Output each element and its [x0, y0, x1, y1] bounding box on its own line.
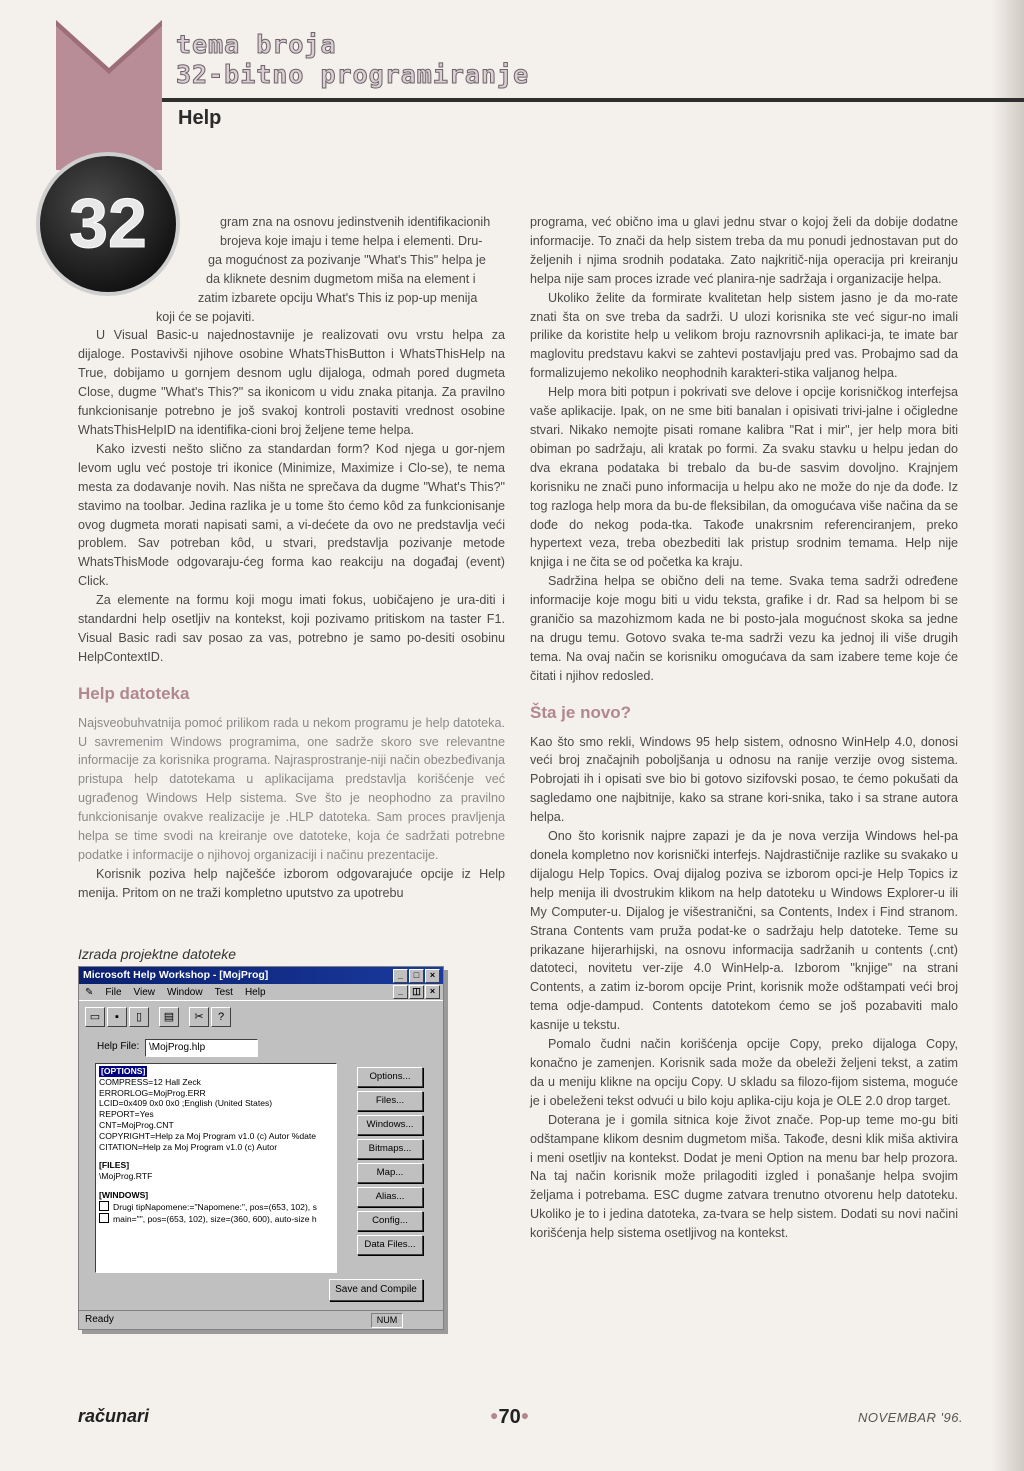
- body-paragraph: Kako izvesti nešto slično za standardan form? Kod njega u gor-njem levom uglu već postoje tri ikonice (Minimize, Maximize i Clo-se), te nema mesta za dodavanje novih. Nas ništa ne sprečava da dugme "What's This?" stavimo na toolbar. Jedina razlika je u tome što ćemo kôd za funkcionisanje ovog dugmeta morati napisati sami, a vi-dećete da ovo ne predstavlja veći problem. Sav potreban kôd, u stvari, predstavlja pozivanje metode WhatsThisMode odgovaraju-ćeg forma kao reakciju na događaj (event) Click.: [78, 441, 505, 589]
- kicker-topic: tema broja: [176, 30, 337, 59]
- child-restore-icon[interactable]: ◫: [409, 985, 424, 999]
- editor-line: LCID=0x409 0x0 0x0 ;English (United States): [99, 1098, 273, 1109]
- child-minimize-icon[interactable]: _: [393, 985, 408, 999]
- body-paragraph: Help mora biti potpun i pokrivati sve delove i opcije korisničkog interfejsa vaše aplikacije. Ipak, on ne sme biti banalan i opisivati trivi-jalne i očigledne stvari. Nikako nemojte pisati romane kalibra "Rat i mir", jer help mora biti obiman po sadržaju, ali kratak po formi. Za svaku stavku u helpu jedan do dva ekrana podataka bi trebalo da bu-de sasvim dovoljno. Krajnjem korisniku ne znači puno informacija u helpu ako ne može do nje da dođe. Iz tog razloga help mora da bu-de fleksibilan, da omogućava više načina da se dođe do nekog poda-tka. Takođe unakrsnim referenciranjem, preko hypertext veza, treba obezbediti lak pristup srodnim temama. Help nije knjiga i ne čita se od početka ka kraju.: [530, 385, 958, 570]
- right-column: [530, 213, 958, 1243]
- save-icon[interactable]: ▪: [107, 1007, 127, 1027]
- print-icon[interactable]: ▤: [159, 1007, 179, 1027]
- delete-icon[interactable]: ▯: [129, 1007, 149, 1027]
- child-close-icon[interactable]: ×: [425, 985, 440, 999]
- minimize-icon[interactable]: _: [393, 969, 408, 983]
- editor-line: COPYRIGHT=Help za Moj Program v1.0 (c) Autor %date: [99, 1130, 317, 1141]
- wrap-line: zatim izbarete opciju What's This iz pop-up menija: [198, 290, 478, 305]
- body-paragraph: Doterana je i gomila sitnica koje život znače. Pop-up teme mo-gu biti odštampane klikom desnim dugmetom miša. Takođe, desni klik miša aktivira i meni osetljiv na kontekst. Dodat je meni Option na menu bar help prozora. Na taj način korisnik može prilagoditi izgled i ponašanje helpa svojim željama i potrebama. ESC dugme zatvara trenutno otvorenu help datoteku. Ukoliko je to i jedina datoteka, za-tvara se help sistem. Dodati su novi načini korišćenja help sistema osetljivog na kontekst.: [530, 1112, 958, 1241]
- body-paragraph: Za elemente na formu koji mogu imati fokus, uobičajeno je ura-diti i standardni help osetljiv na kontekst, koji pozivamo pritiskom na taster F1. Visual Basic radi sav posao za vas, potrebno je samo po-desiti osobinu HelpContextID.: [78, 593, 505, 664]
- menu-view[interactable]: View: [133, 986, 156, 998]
- project-editor[interactable]: [95, 1063, 337, 1273]
- windows-header: [WINDOWS]: [99, 1189, 149, 1200]
- figure-caption: Izrada projektne datoteke: [78, 946, 236, 962]
- options-button[interactable]: Options...: [357, 1067, 423, 1087]
- editor-line: ERRORLOG=MojProg.ERR: [99, 1087, 206, 1098]
- alias-button[interactable]: Alias...: [357, 1187, 423, 1207]
- editor-line: COMPRESS=12 Hall Zeck: [99, 1076, 201, 1087]
- page-number-value: 70: [498, 1406, 521, 1428]
- page-edge-shadow: [990, 0, 1024, 1471]
- editor-line: main="", pos=(653, 102), size=(360, 600), auto-size h: [113, 1213, 317, 1224]
- issue-date: NOVEMBAR '96.: [858, 1410, 964, 1425]
- page-number: [490, 1406, 529, 1429]
- body-paragraph: Korisnik poziva help najčešće izborom odgovarajuće opcije iz Help menija. Pritom on ne traži kompletno uputstvo za upotrebu: [78, 866, 505, 900]
- editor-line: REPORT=Yes: [99, 1109, 154, 1120]
- help-file-field[interactable]: \MojProg.hlp: [145, 1039, 258, 1057]
- help-icon[interactable]: ?: [211, 1007, 231, 1027]
- wrap-line: da kliknete desnim dugmetom miša na element i: [206, 271, 476, 286]
- section-chevron-graphic: [56, 20, 162, 170]
- body-paragraph: Ono što korisnik najpre zapazi je da je nova verzija Windows hel-pa donela kompletno nov korisnički interfejs. Najdrastičnije razlike su svakako u dijalogu Help Topics. Ovaj dijalog poziva se izborom opci-je Help Topics iz help menija ili dvostrukim klikom na help datoteku u Windows Explorer-u ili My Computer-u. Dijalog je višestranični, sa Contents, Index i Find stranom. Strana Contents vam pruža podat-ke o sadržaju help datoteke. Teme su prikazane hijerarhijski, na osnovu informacija sadržanih u contents (.cnt) datoteci, novitetu ver-zije 4.0 WinHelp-a. Izborom "knjige" na strani Contents, a zatim iz-borom opcije Print, korisnik može odštampati veći broj tema odje-dampud. Contents datotekom ćemo se još pozabaviti malo kasnije u tekstu.: [530, 829, 958, 1033]
- checkbox-icon[interactable]: [99, 1213, 109, 1223]
- maximize-icon[interactable]: □: [409, 969, 424, 983]
- toolbar: [79, 1000, 443, 1033]
- help-file-label: Help File:: [97, 1041, 140, 1052]
- files-header: [FILES]: [99, 1160, 130, 1171]
- body-paragraph: Kao što smo rekli, Windows 95 help sistem, odnosno WinHelp 4.0, donosi veći broj značajnih poboljšanja u odnosu na ranije verzije ovog sistema. Pobrojati ih i opisati sve bio bi gotovo sizifovski posao, te ćemo pokušati da sagledamo one najbitnije, kako sa strane kori-snika, tako i sa strane autora helpa.: [530, 734, 958, 825]
- body-paragraph: programa, već obično ima u glavi jednu stvar o kojoj želi da dobije dodatne informacije. To znači da help sistem treba da mu ponudi jednostavan put do željenih i njima srodnih podataka. Zato najkritič-nija operacija pri kreiranju helpa nije sam proces izrade već planira-nje sadržaja i organizacije helpa.: [530, 215, 958, 286]
- wrap-line: gram zna na osnovu jedinstvenih identifikacionih: [220, 215, 491, 229]
- editor-line: CITATION=Help za Moj Program v1.0 (c) Autor: [99, 1141, 278, 1152]
- section-title: Help: [178, 107, 222, 129]
- wrap-line: koji će se pojaviti.: [156, 309, 255, 324]
- open-icon[interactable]: ▭: [85, 1007, 105, 1027]
- body-paragraph: Ukoliko želite da formirate kvalitetan help sistem jasno je da mo-rate znati šta on sve treba da sadrži. U ulozi korisnika ste već sigur-no imali prilike da koristite help u velikom broju raznovrsnih aplikaci-ja, te imate bar maglovitu predstavu kakvi se zahtevi postavljaju pred vas. Probajmo sad da formalizujemo nekoliko neophodnih karakteri-stika valjanog helpa.: [530, 290, 958, 381]
- kicker-subtopic: 32-bitno programiranje: [176, 60, 530, 89]
- editor-line: CNT=MojProg.CNT: [99, 1119, 174, 1130]
- data-files-button[interactable]: Data Files...: [357, 1235, 423, 1255]
- wrap-line: ga mogućnost za pozivanje "What's This" helpa je: [208, 252, 486, 267]
- close-icon[interactable]: ×: [425, 969, 440, 983]
- bitmaps-button[interactable]: Bitmaps...: [357, 1139, 423, 1159]
- body-paragraph: Pomalo čudni način korišćenja opcije Copy, preko dijaloga Copy, konačno je zamenjen. Korisnik sada može da obeleži željeni tekst, a zatim da u meniju klikne na opciju Copy. U skladu sa filozo-fijom sistema, moguće je i obeleženi tekst odvući u bilo koju aplika-ciju koja je OLE 2.0 drop target.: [530, 1037, 958, 1108]
- body-paragraph: Sadržina helpa se obično deli na teme. Svaka tema sadrži određene informacije koje mogu biti u vidu teksta, grafike i dr. Rad sa helpom bi se graničio sa mazohizmom kada ne bi posto-jala mogućnost skoka sa jedne na drugu temu. Gotovo svaka te-ma sadrži vezu ka jednoj ili više drugih tema. Na ovaj način se korisniku omogućava da sam izabere teme koje će čitati i njihov redosled.: [530, 574, 958, 683]
- menu-file[interactable]: File: [105, 986, 122, 998]
- menu-help[interactable]: Help: [244, 986, 266, 998]
- status-text: Ready: [85, 1314, 114, 1325]
- window-titlebar: [79, 967, 443, 984]
- config-button[interactable]: Config...: [357, 1211, 423, 1231]
- options-header: [OPTIONS]: [101, 1066, 146, 1076]
- magazine-name: računari: [78, 1406, 150, 1426]
- help-workshop-window: [78, 966, 444, 1330]
- compile-icon[interactable]: ✂: [189, 1007, 209, 1027]
- menu-bar: [79, 984, 443, 1000]
- subheading-help-files: Help datoteka: [78, 683, 190, 703]
- num-lock-indicator: NUM: [371, 1313, 403, 1328]
- app-icon: ✎: [85, 986, 94, 998]
- subheading-whats-new: Šta je novo?: [530, 702, 632, 722]
- window-title: Microsoft Help Workshop - [MojProg]: [83, 969, 269, 981]
- left-column-wrap: [78, 213, 505, 903]
- badge-number: 32: [69, 184, 147, 262]
- menu-window[interactable]: Window: [167, 986, 203, 998]
- bullet-icon: ●: [520, 1407, 530, 1423]
- checkbox-icon[interactable]: [99, 1201, 109, 1211]
- body-paragraph: U Visual Basic-u najednostavnije je realizovati ovu vrstu helpa za dijaloge. Postavivši njihove osobine WhatsThisButton i WhatsThisHelp na True, dobijamo u gornjem desnom uglu dijaloga, odmah pored dugmeta Close, dugme "What's This?" sa ikonicom u vidu znaka pitanja. Za pravilno funkcionisanje potrebno je još svakoj kontroli postaviti vrednost osobine WhatsThisHelpID na identifika-cioni broj željene teme helpa.: [78, 328, 505, 437]
- menu-test[interactable]: Test: [214, 986, 233, 998]
- windows-button[interactable]: Windows...: [357, 1115, 423, 1135]
- wrap-line: brojeva koje imaju i teme helpa i elementi. Dru-: [220, 233, 483, 248]
- bullet-icon: ●: [490, 1407, 499, 1423]
- status-bar: [79, 1310, 443, 1329]
- editor-line: \MojProg.RTF: [99, 1171, 153, 1182]
- editor-line: Drugi tipNapomene:="Napomene:", pos=(653, 102), s: [113, 1201, 317, 1212]
- files-button[interactable]: Files...: [357, 1091, 423, 1111]
- body-paragraph: Najsveobuhvatnija pomoć prilikom rada u nekom programu je help datoteka. U savremenim Windows programima, one sadrže skoro sve relevantne informacije za korisnika programa. Najrasprostranje-niji način obezbeđivanja pristupa help datotekama u aplikacijama predstavlja korišćenje već ugrađenog Windows Help sistema. Sve što je neophodno za pravilno funkcionisanje ovakve realizacije je .HLP datoteka. Sam proces pravljenja helpa se time svodi na kreiranje ove datoteke, koja će sadržati potrebne podatke i informacije o njihovoj organizaciji i načinu prezentacije.: [78, 715, 505, 862]
- header-rule: [162, 98, 1024, 102]
- map-button[interactable]: Map...: [357, 1163, 423, 1183]
- save-and-compile-button[interactable]: Save and Compile: [329, 1279, 423, 1301]
